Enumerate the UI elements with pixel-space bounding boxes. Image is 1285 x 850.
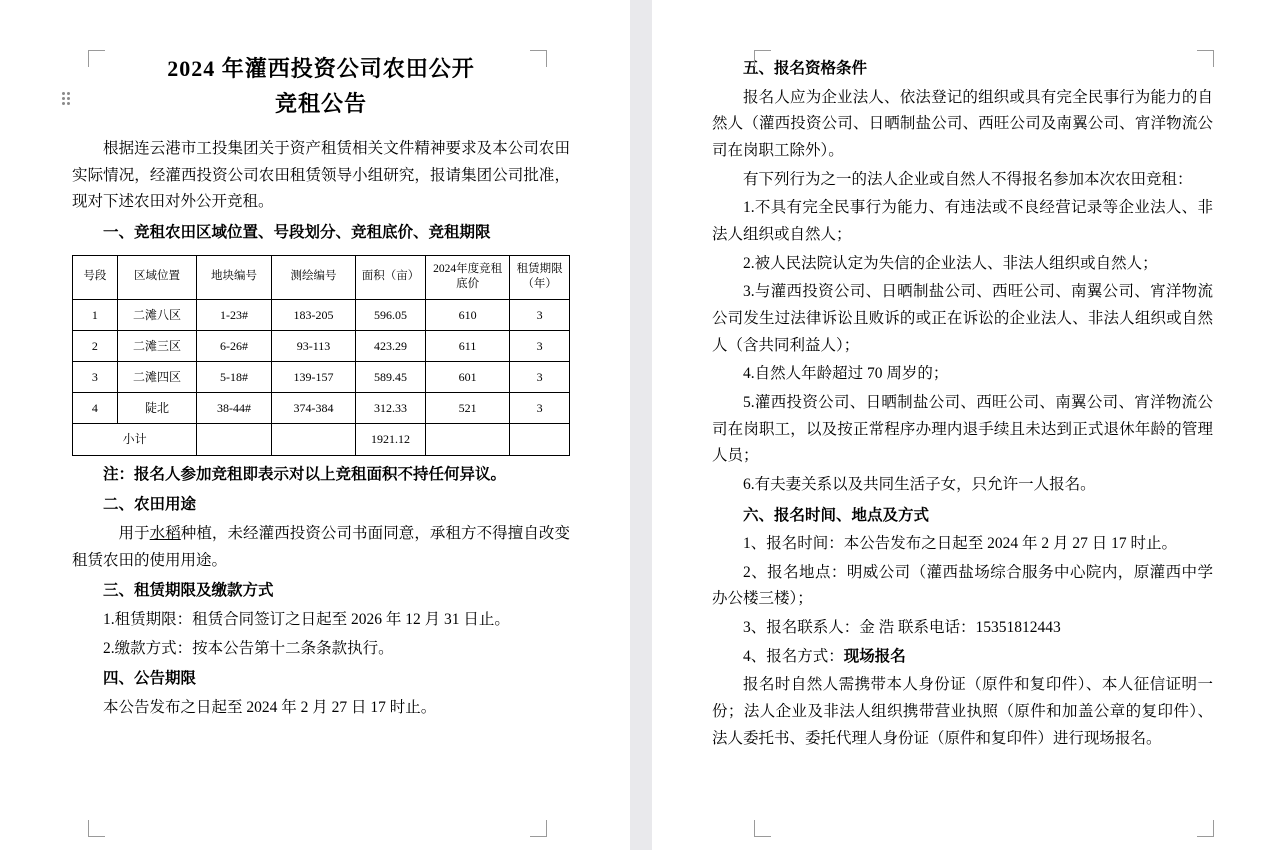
section-2-text-pre: 用于 <box>118 524 150 542</box>
table-header-cell: 租赁期限（年） <box>510 255 570 299</box>
document-page-right <box>652 0 1285 850</box>
section-2-paragraph <box>72 521 570 574</box>
table-cell: 2 <box>73 330 118 361</box>
table-header-cell: 地块编号 <box>197 255 272 299</box>
table-row <box>73 299 570 330</box>
table-cell-empty <box>510 424 570 455</box>
section-6-paragraph: 报名时自然人需携带本人身份证（原件和复印件）、本人征信证明一份；法人企业及非法人组织携带营业执照（原件和加盖公章的复印件）、法人委托书、委托代理人身份证（原件和复印件）进行现场报名。 <box>712 676 1213 747</box>
page-title-line-1: 2024 年灌西投资公司农田公开 <box>167 56 475 81</box>
table-cell: 183-205 <box>271 299 355 330</box>
table-row <box>73 393 570 424</box>
table-cell-empty <box>271 424 355 455</box>
table-cell: 6-26# <box>197 330 272 361</box>
section-5-item-1: 1.不具有完全民事行为能力、有违法或不良经营记录等企业法人、非法人组织或自然人； <box>712 199 1213 243</box>
table-cell: 陡北 <box>117 393 197 424</box>
section-1-heading: 一、竞租农田区域位置、号段划分、竞租底价、竞租期限 <box>103 223 491 241</box>
intro-paragraph: 根据连云港市工投集团关于资产租赁相关文件精神要求及本公司农田实际情况，经灌西投资公司农田租赁领导小组研究，报请集团公司批准，现对下述农田对外公开竞租。 <box>72 140 570 211</box>
section-4-paragraph: 本公告发布之日起至 2024 年 2 月 27 日 17 时止。 <box>103 698 437 716</box>
table-cell: 610 <box>425 299 509 330</box>
page-divider <box>630 0 652 850</box>
table-header-cell: 号段 <box>73 255 118 299</box>
table-total-row <box>73 424 570 455</box>
section-2-text-underline: 水稻 <box>149 524 181 542</box>
table-cell: 596.05 <box>356 299 426 330</box>
table-cell-empty <box>197 424 272 455</box>
table-cell: 423.29 <box>356 330 426 361</box>
table-cell: 3 <box>73 362 118 393</box>
table-cell: 二滩四区 <box>117 362 197 393</box>
crop-mark-top-right <box>530 50 547 67</box>
section-6-item-1: 1、报名时间：本公告发布之日起至 2024 年 2 月 27 日 17 时止。 <box>743 535 1178 553</box>
section-5-item-3: 3.与灌西投资公司、日晒制盐公司、西旺公司、南翼公司、宵洋物流公司发生过法律诉讼且败诉的或正在诉讼的企业法人、非法人组织或自然人（含共同利益人）； <box>712 283 1213 354</box>
crop-mark-bottom-right <box>1197 820 1214 837</box>
table-header-cell: 区域位置 <box>117 255 197 299</box>
bid-parcels-table <box>72 255 570 456</box>
crop-mark-top-left <box>754 50 771 67</box>
table-cell: 521 <box>425 393 509 424</box>
table-cell: 3 <box>510 330 570 361</box>
table-header-row <box>73 255 570 299</box>
table-cell: 3 <box>510 362 570 393</box>
section-6-item-4 <box>712 644 1213 671</box>
table-cell: 38-44# <box>197 393 272 424</box>
section-2-text-post: 种植，未经灌西投资公司书面同意，承租方不得擅自改变租赁农田的使用用途。 <box>72 524 570 569</box>
section-6-item-2: 2、报名地点：明威公司（灌西盐场综合服务中心院内，原灌西中学办公楼三楼）； <box>712 563 1213 608</box>
drag-handle-icon[interactable] <box>60 90 72 106</box>
section-2-heading: 二、农田用途 <box>103 496 197 514</box>
section-6-item-4-label: 4、报名方式： <box>743 647 844 665</box>
table-cell: 1 <box>73 299 118 330</box>
crop-mark-bottom-left <box>88 820 105 837</box>
section-5-heading: 五、报名资格条件 <box>743 60 868 77</box>
table-cell: 二滩八区 <box>117 299 197 330</box>
crop-mark-bottom-left <box>754 820 771 837</box>
table-row <box>73 362 570 393</box>
crop-mark-bottom-right <box>530 820 547 837</box>
section-6-heading: 六、报名时间、地点及方式 <box>743 506 930 524</box>
section-4-heading: 四、公告期限 <box>103 670 197 688</box>
table-cell: 4 <box>73 393 118 424</box>
page-title-line-2: 竞租公告 <box>274 91 367 116</box>
section-5-item-4: 4.自然人年龄超过 70 周岁的； <box>743 365 949 383</box>
table-cell: 611 <box>425 330 509 361</box>
table-header-cell: 测绘编号 <box>271 255 355 299</box>
crop-mark-top-right <box>1197 50 1214 67</box>
section-6-item-3: 3、报名联系人：金 浩 联系电话：15351812443 <box>743 619 1061 637</box>
table-cell: 589.45 <box>356 362 426 393</box>
table-cell: 5-18# <box>197 362 272 393</box>
table-cell: 374-384 <box>271 393 355 424</box>
table-cell: 1-23# <box>197 299 272 330</box>
table-note: 注：报名人参加竞租即表示对以上竞租面积不持任何异议。 <box>103 465 507 483</box>
section-5-paragraph-2: 有下列行为之一的法人企业或自然人不得报名参加本次农田竞租： <box>743 170 1193 188</box>
table-cell: 二滩三区 <box>117 330 197 361</box>
section-5-paragraph-1: 报名人应为企业法人、依法登记的组织或具有完全民事行为能力的自然人（灌西投资公司、日晒制盐公司、西旺公司及南翼公司、宵洋物流公司在岗职工除外）。 <box>712 88 1213 159</box>
table-row <box>73 330 570 361</box>
section-3-item-1: 1.租赁期限：租赁合同签订之日起至 2026 年 12 月 31 日止。 <box>103 610 510 628</box>
section-5-item-5: 5.灌西投资公司、日晒制盐公司、西旺公司、南翼公司、宵洋物流公司在岗职工，以及按正常程序办理内退手续且未达到正式退休年龄的管理人员； <box>712 393 1213 465</box>
table-cell-empty <box>425 424 509 455</box>
table-total-label: 小计 <box>73 424 197 455</box>
section-5-item-6: 6.有夫妻关系以及共同生活子女，只允许一人报名。 <box>743 475 1096 493</box>
section-3-heading: 三、租赁期限及缴款方式 <box>103 582 274 600</box>
table-header-cell: 2024年度竞租底价 <box>425 255 509 299</box>
crop-mark-top-left <box>88 50 105 67</box>
table-cell: 139-157 <box>271 362 355 393</box>
table-cell: 93-113 <box>271 330 355 361</box>
table-total-area: 1921.12 <box>356 424 426 455</box>
document-page-left <box>0 0 630 850</box>
table-cell: 3 <box>510 393 570 424</box>
section-5-item-2: 2.被人民法院认定为失信的企业法人、非法人组织或自然人； <box>743 254 1158 272</box>
table-cell: 3 <box>510 299 570 330</box>
table-header-cell: 面积（亩） <box>356 255 426 299</box>
table-cell: 601 <box>425 362 509 393</box>
table-cell: 312.33 <box>356 393 426 424</box>
section-6-item-4-value: 现场报名 <box>843 647 906 665</box>
section-3-item-2: 2.缴款方式：按本公告第十二条条款执行。 <box>103 639 394 657</box>
